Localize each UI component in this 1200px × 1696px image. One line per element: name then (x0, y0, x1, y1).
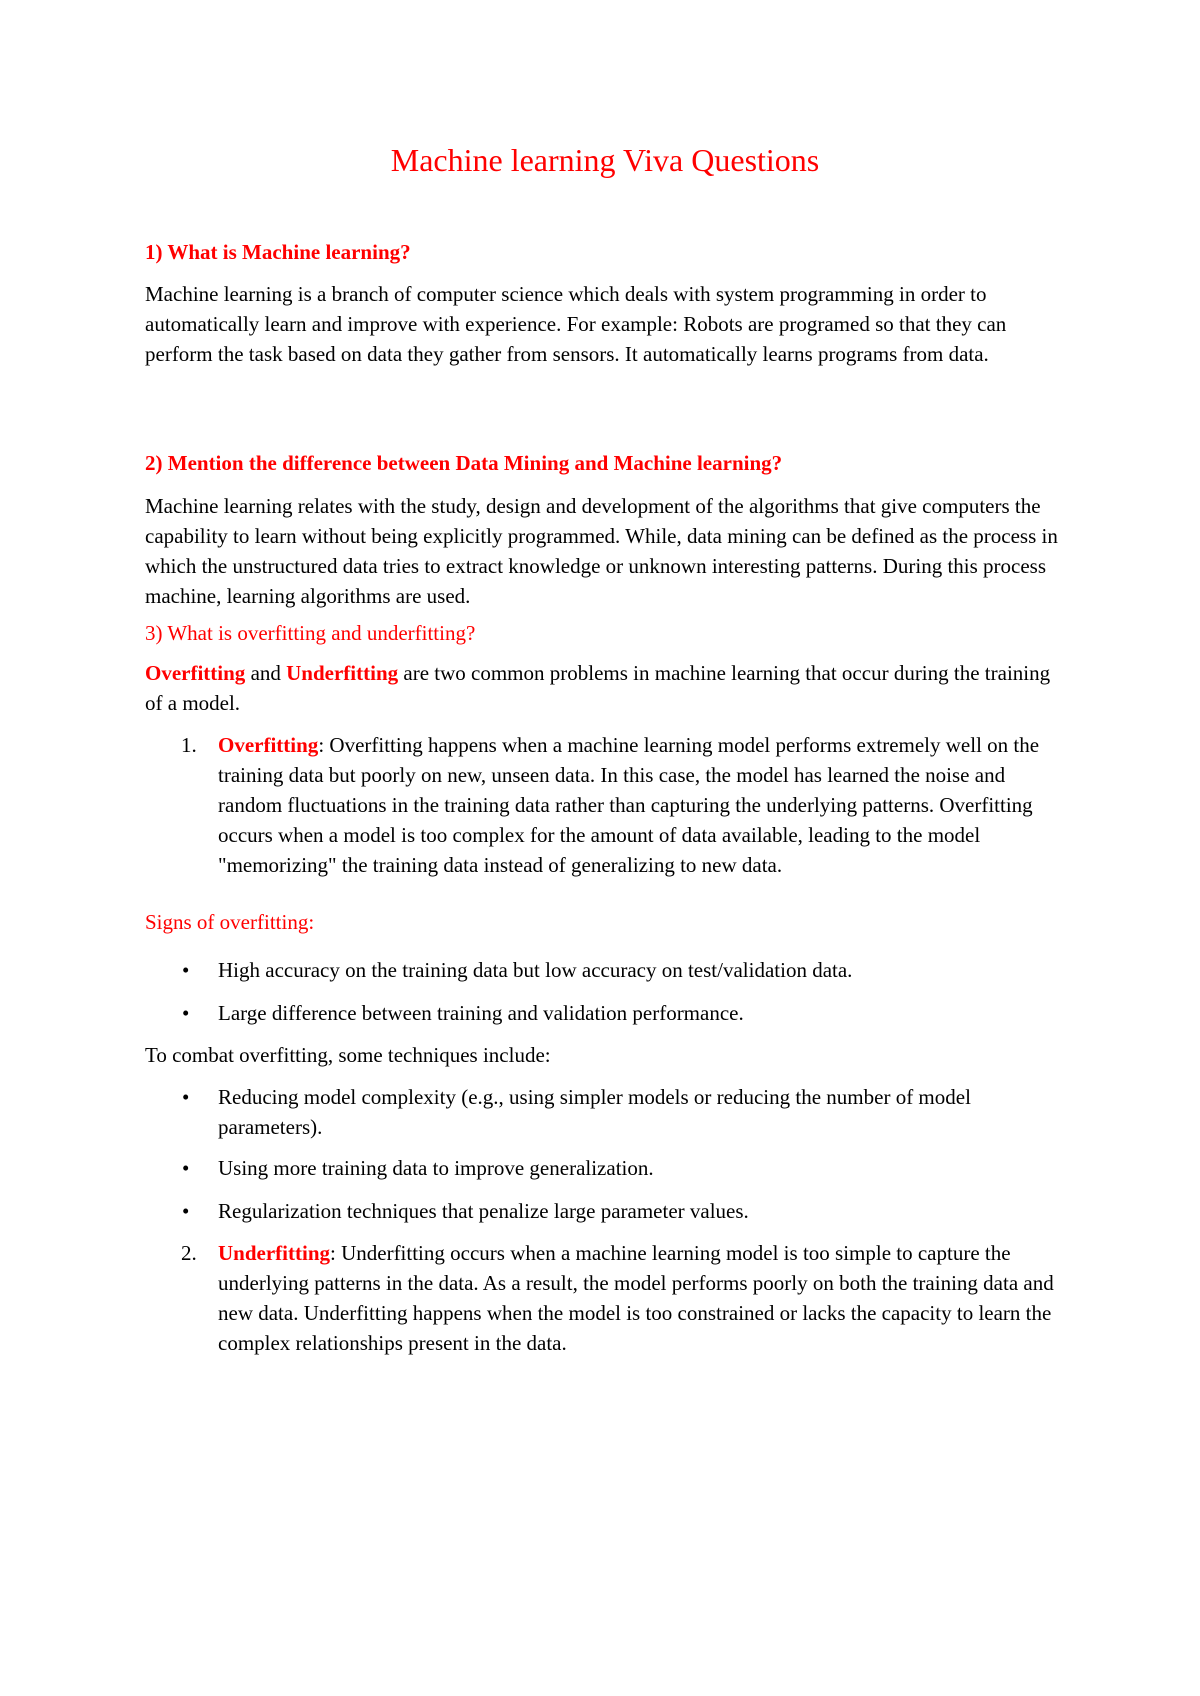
list-item-text (218, 1238, 1063, 1358)
question-3-heading: 3) What is overfitting and underfitting? (145, 621, 476, 645)
overfitting-description: : Overfitting happens when a machine learning model performs extremely well on the training data but poorly on new, unseen data. In this case, the model has learned the noise and random fluctuations in the training data rather than capturing the underlying patterns. Overfitting occurs when a model is too complex for the amount of data available, leading to the model "memorizing" the training data instead of generalizing to new data. (218, 733, 1040, 877)
intro-rest: are two common problems in machine learning that occur during the training of a model. (145, 661, 1051, 715)
list-number: 2. (181, 1241, 197, 1265)
combat-heading: To combat overfitting, some techniques include: (145, 1043, 551, 1067)
bullet-icon: • (182, 958, 190, 982)
question-3-intro (145, 658, 1065, 718)
question-2-heading: 2) Mention the difference between Data Mining and Machine learning? (145, 451, 783, 475)
underfitting-term: Underfitting (286, 661, 399, 685)
list-item-text: Using more training data to improve generalization. (218, 1156, 654, 1180)
list-item-text: Reducing model complexity (e.g., using simpler models or reducing the number of model parameters). (218, 1085, 971, 1139)
bullet-icon: • (182, 1001, 190, 1025)
list-item-text: Regularization techniques that penalize large parameter values. (218, 1199, 749, 1223)
question-1-answer: Machine learning is a branch of computer science which deals with system programming in order to automatically learn and improve with experience. For example: Robots are programed so that they can perform the task based on data they gather from sensors. It automatically learns programs from data. (145, 282, 1007, 366)
signs-heading: Signs of overfitting: (145, 910, 315, 934)
document-title: Machine learning Viva Questions (390, 142, 820, 178)
intro-and: and (245, 661, 287, 685)
question-1-heading: 1) What is Machine learning? (145, 240, 411, 264)
overfitting-term: Overfitting (145, 661, 246, 685)
bullet-icon: • (182, 1156, 190, 1180)
list-item-text (218, 730, 1063, 880)
list-item-text: High accuracy on the training data but low accuracy on test/validation data. (218, 958, 853, 982)
bullet-icon: • (182, 1199, 190, 1223)
question-2-answer: Machine learning relates with the study, design and development of the algorithms that give computers the capability to learn without being explicitly programmed. While, data mining can be defined as the process in which the unstructured data tries to extract knowledge or unknown interesting patterns. During this process machine, learning algorithms are used. (145, 494, 1058, 608)
list-item-text: Large difference between training and validation performance. (218, 1001, 744, 1025)
overfitting-label: Overfitting (218, 733, 319, 757)
underfitting-description: : Underfitting occurs when a machine learning model is too simple to capture the underlying patterns in the data. As a result, the model performs poorly on both the training data and new data. Underfitting happens when the model is too constrained or lacks the capacity to learn the complex relationships present in the data. (218, 1241, 1054, 1355)
list-number: 1. (181, 733, 197, 757)
underfitting-label: Underfitting (218, 1241, 330, 1265)
bullet-icon: • (182, 1085, 190, 1109)
